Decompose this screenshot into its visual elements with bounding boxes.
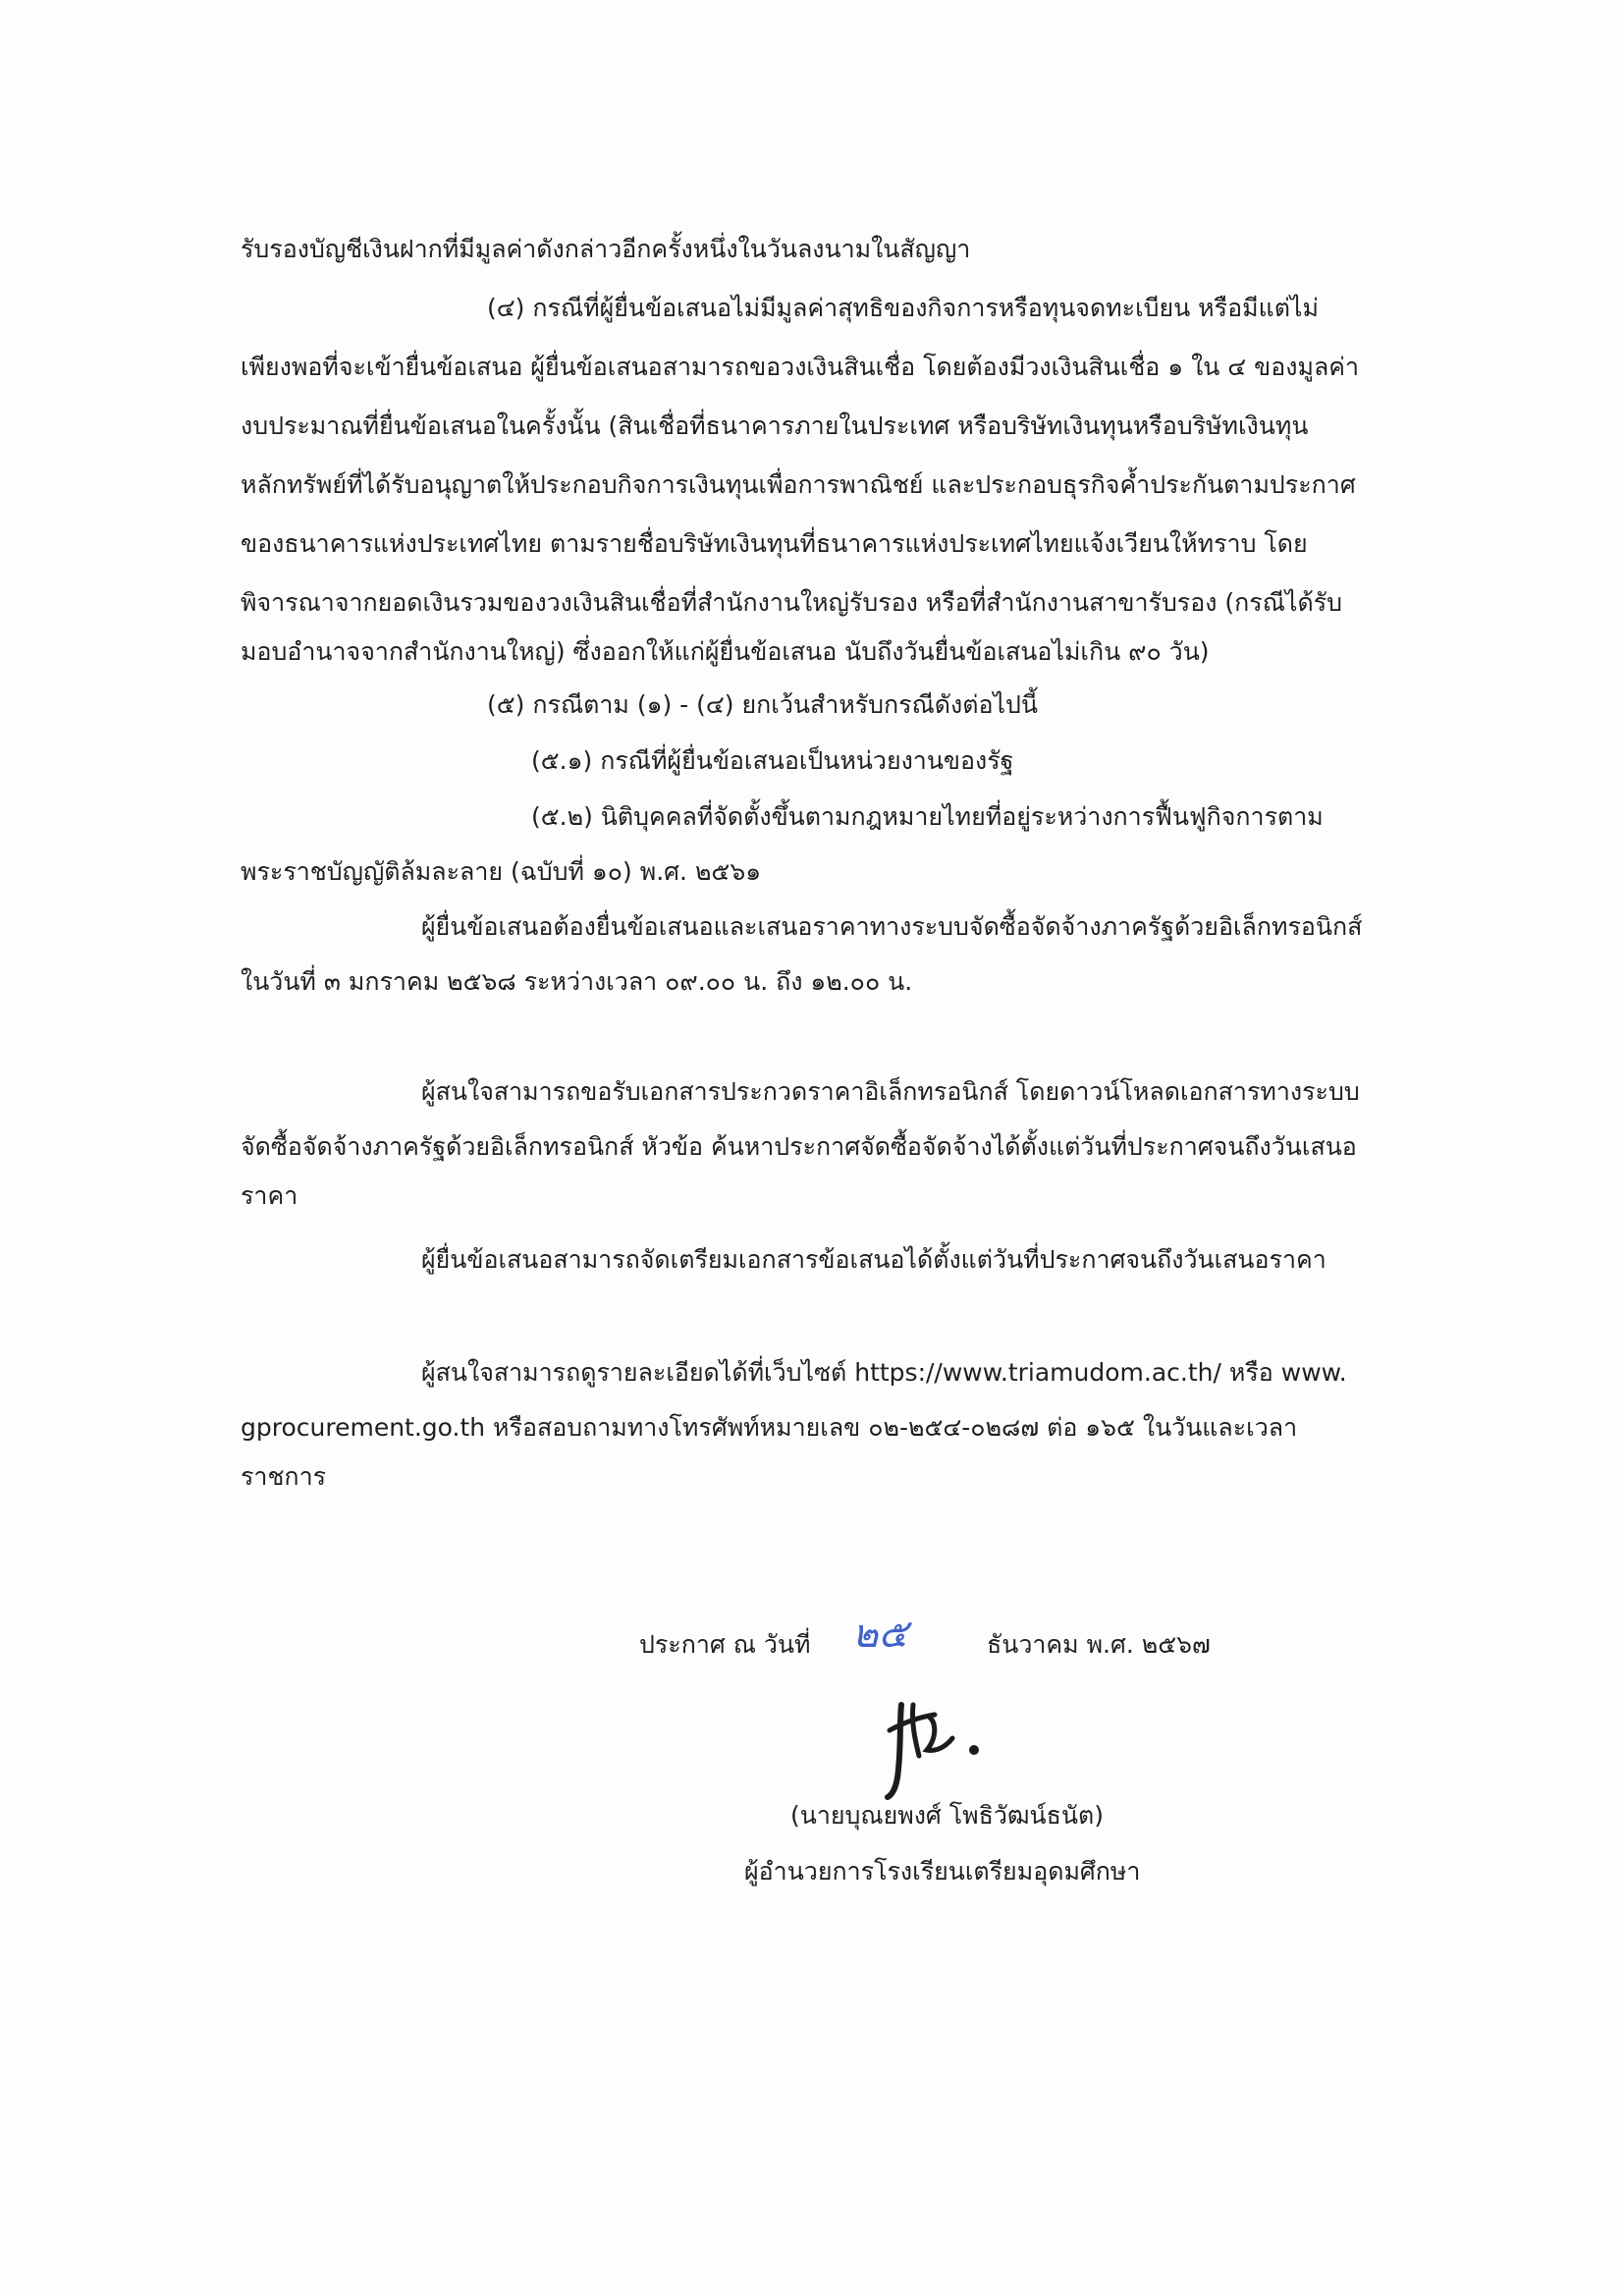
signer-title: ผู้อำนวยการโรงเรียนเตรียมอุดมศึกษา xyxy=(744,1857,1141,1886)
announcement-day: ๒๕ xyxy=(852,1612,908,1657)
body-line-15: ผู้สนใจสามารถขอรับเอกสารประกวดราคาอิเล็กทรอนิกส์ โดยดาวน์โหลดเอกสารทางระบบ xyxy=(421,1077,1360,1106)
body-line-12: พระราชบัญญัติล้มละลาย (ฉบับที่ ๑๐) พ.ศ. ๒๕๖๑ xyxy=(241,857,762,886)
body-line-11: (๕.๒) นิติบุคคลที่จัดตั้งขึ้นตามกฎหมายไทยที่อยู่ระหว่างการฟื้นฟูกิจการตาม xyxy=(531,802,1324,831)
body-line-5: หลักทรัพย์ที่ได้รับอนุญาตให้ประกอบกิจการเงินทุนเพื่อการพาณิชย์ และประกอบธุรกิจค้ำประกันตามประกาศ xyxy=(241,470,1356,499)
body-line-17: ราคา xyxy=(241,1181,298,1210)
signature xyxy=(882,1687,1009,1805)
body-line-21: ราชการ xyxy=(241,1462,327,1491)
body-line-7: พิจารณาจากยอดเงินรวมของวงเงินสินเชื่อที่สำนักงานใหญ่รับรอง หรือที่สำนักงานสาขารับรอง (กรณีได้รับ xyxy=(241,588,1343,617)
body-line-1: รับรองบัญชีเงินฝากที่มีมูลค่าดังกล่าวอีกครั้งหนึ่งในวันลงนามในสัญญา xyxy=(241,235,971,263)
body-line-4: งบประมาณที่ยื่นข้อเสนอในครั้งนั้น (สินเชื่อที่ธนาคารภายในประเทศ หรือบริษัทเงินทุนหรือบริษัทเงินทุน xyxy=(241,411,1309,440)
body-line-14: ในวันที่ ๓ มกราคม ๒๕๖๘ ระหว่างเวลา ๐๙.๐๐ น. ถึง ๑๒.๐๐ น. xyxy=(241,967,913,996)
body-line-10: (๕.๑) กรณีที่ผู้ยื่นข้อเสนอเป็นหน่วยงานของรัฐ xyxy=(531,746,1014,775)
body-line-18: ผู้ยื่นข้อเสนอสามารถจัดเตรียมเอกสารข้อเสนอได้ตั้งแต่วันที่ประกาศจนถึงวันเสนอราคา xyxy=(421,1245,1326,1274)
body-line-2: (๔) กรณีที่ผู้ยื่นข้อเสนอไม่มีมูลค่าสุทธิของกิจการหรือทุนจดทะเบียน หรือมีแต่ไม่ xyxy=(487,294,1319,322)
body-line-16: จัดซื้อจัดจ้างภาครัฐด้วยอิเล็กทรอนิกส์ หัวข้อ ค้นหาประกาศจัดซื้อจัดจ้างได้ตั้งแต่วันที่ประกาศจนถึงวันเสนอ xyxy=(241,1132,1357,1161)
body-line-6: ของธนาคารแห่งประเทศไทย ตามรายชื่อบริษัทเงินทุนที่ธนาคารแห่งประเทศไทยแจ้งเวียนให้ทราบ โดย xyxy=(241,529,1308,558)
announcement-suffix: ธันวาคม พ.ศ. ๒๕๖๗ xyxy=(987,1630,1211,1659)
body-line-3: เพียงพอที่จะเข้ายื่นข้อเสนอ ผู้ยื่นข้อเสนอสามารถขอวงเงินสินเชื่อ โดยต้องมีวงเงินสินเชื่อ ๑ ใน ๔ ของมูลค่า xyxy=(241,353,1360,381)
body-line-9: (๕) กรณีตาม (๑) - (๔) ยกเว้นสำหรับกรณีดังต่อไปนี้ xyxy=(487,690,1039,719)
body-line-8: มอบอำนาจจากสำนักงานใหญ่) ซึ่งออกให้แก่ผู้ยื่นข้อเสนอ นับถึงวันยื่นข้อเสนอไม่เกิน ๙๐ วัน) xyxy=(241,637,1210,666)
body-line-20: gprocurement.go.th หรือสอบถามทางโทรศัพท์หมายเลข ๐๒-๒๕๔-๐๒๘๗ ต่อ ๑๖๕ ในวันและเวลา xyxy=(241,1413,1298,1442)
body-line-19: ผู้สนใจสามารถดูรายละเอียดได้ที่เว็บไซต์ https://www.triamudom.ac.th/ หรือ www. xyxy=(421,1358,1347,1387)
announcement-prefix: ประกาศ ณ วันที่ xyxy=(639,1630,811,1659)
body-line-13: ผู้ยื่นข้อเสนอต้องยื่นข้อเสนอและเสนอราคาทางระบบจัดซื้อจัดจ้างภาครัฐด้วยอิเล็กทรอนิกส์ xyxy=(421,912,1363,941)
signer-name: (นายบุณยพงศ์ โพธิวัฒน์ธนัต) xyxy=(790,1801,1104,1830)
